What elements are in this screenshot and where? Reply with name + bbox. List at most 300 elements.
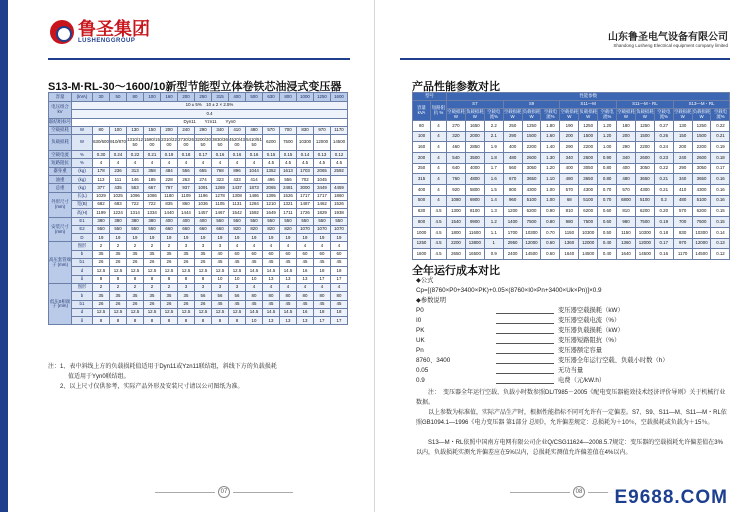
value-cell: 550 xyxy=(297,217,314,225)
param-row xyxy=(416,366,669,376)
compare-cell: 1.30 xyxy=(541,153,560,164)
compare-cell: 290 xyxy=(673,163,692,174)
value-cell: 1462 xyxy=(314,200,331,208)
sub-header: 空载电流% xyxy=(541,109,560,121)
value-cell: 146 xyxy=(127,176,144,184)
value-cell: 12.5 xyxy=(229,267,246,275)
right-header-rule xyxy=(400,58,730,60)
value-cell: 4 xyxy=(212,159,229,167)
cost-note: 注： 变压器全年运行空载、负载小时数参照DL/T985－2005《配电变压器能效技术经济评价导则》关于机械行业数据。 xyxy=(416,390,726,406)
param-row xyxy=(416,346,669,356)
value-cell: 1170 xyxy=(331,126,348,134)
value-cell: 1199 xyxy=(93,209,110,217)
value-cell: 80 xyxy=(93,126,110,134)
value-cell: 45 xyxy=(314,259,331,267)
value-cell: 556 xyxy=(280,176,297,184)
compare-cell: 0.14 xyxy=(711,227,730,238)
value-cell: 1592 xyxy=(246,209,263,217)
value-cell: 290 xyxy=(195,126,212,134)
compare-cell: 0.50 xyxy=(598,227,617,238)
value-cell: 1395 xyxy=(263,192,280,200)
value-cell: 40 xyxy=(212,250,229,258)
compare-cell: 1250 xyxy=(413,238,431,249)
value-cell: 45 xyxy=(212,300,229,308)
value-cell: 550 xyxy=(212,217,229,225)
value-cell: 4 xyxy=(314,242,331,250)
value-cell: 550 xyxy=(144,225,161,233)
impedance-header: 短路阻抗 % xyxy=(431,101,447,121)
value-cell: 820 xyxy=(280,225,297,233)
spec-row xyxy=(49,225,348,233)
compare-cell: 3050 xyxy=(635,163,654,174)
compare-cell: 7500 xyxy=(692,217,711,228)
comparison-table xyxy=(412,92,730,260)
value-cell: 2 xyxy=(93,283,110,291)
param-description: 变压器全年运行空载、负载小时数（h） xyxy=(558,357,669,364)
value-cell: 236 xyxy=(110,167,127,175)
row-unit: % xyxy=(72,159,93,167)
compare-cell: 8100 xyxy=(465,206,484,217)
value-cell: 60 xyxy=(263,250,280,258)
compare-cell: 0.13 xyxy=(711,238,730,249)
compare-cell: 4 xyxy=(431,153,447,164)
value-cell: 400 xyxy=(195,217,212,225)
compare-cell: 2200 xyxy=(579,142,598,153)
row-label: 油重 xyxy=(49,176,72,184)
value-cell: 722 xyxy=(127,200,144,208)
value-cell: 0.16 xyxy=(246,151,263,159)
spec-row xyxy=(49,167,348,175)
spec-row xyxy=(49,102,348,110)
value-cell: 2592 xyxy=(331,167,348,175)
compare-cell: 2200 xyxy=(447,238,466,249)
value-cell: 4 xyxy=(229,159,246,167)
value-cell: 45 xyxy=(297,300,314,308)
compare-cell: 4800 xyxy=(465,174,484,185)
value-cell: 19 xyxy=(178,234,195,242)
spec-row xyxy=(49,234,348,242)
value-cell: 550 xyxy=(229,217,246,225)
value-cell: 17 xyxy=(331,275,348,283)
note-line: 注：1、表中斜线上方的负载损耗值适用于Dyn11或Yzn11联结组，斜线下方的负载损耗 xyxy=(48,364,277,370)
value-cell: 797 xyxy=(161,184,178,192)
compare-row xyxy=(413,153,730,164)
row-unit: E2 xyxy=(72,225,93,233)
watermark: E9688.COM xyxy=(608,487,734,509)
value-cell: 0.16 xyxy=(212,151,229,159)
compare-cell: 0.90 xyxy=(541,206,560,217)
left-page-number xyxy=(155,486,293,498)
compare-cell: 1600 xyxy=(413,249,431,260)
value-cell: 380 xyxy=(144,217,161,225)
compare-cell: 7500 xyxy=(635,217,654,228)
compare-cell: 0.12 xyxy=(711,249,730,260)
row-unit: D xyxy=(72,234,93,242)
value-cell: 1526 xyxy=(280,192,297,200)
value-cell: 12.5 xyxy=(229,308,246,316)
capacity-cell: 500 xyxy=(246,93,263,102)
compare-cell: 1170 xyxy=(673,249,692,260)
compare-cell: 3050 xyxy=(522,163,541,174)
value-cell xyxy=(331,176,348,184)
value-cell: 26 xyxy=(110,259,127,267)
value-cell: 1096 xyxy=(127,192,144,200)
capacity-cell: 30 xyxy=(93,93,110,102)
value-cell: 435 xyxy=(110,184,127,192)
spec-row xyxy=(49,242,348,250)
row-unit: d xyxy=(72,267,93,275)
value-cell: 13 xyxy=(280,317,297,325)
value-cell: 12.5 xyxy=(161,267,178,275)
row-label: 空载损耗 xyxy=(49,126,72,134)
value-cell: 1196 xyxy=(195,192,212,200)
param-leader xyxy=(496,343,554,344)
capacity-header: 容量 kVA xyxy=(413,101,431,121)
value-cell: 19 xyxy=(161,234,178,242)
value-cell: 4.5 xyxy=(314,159,331,167)
value-cell: 19 xyxy=(297,234,314,242)
value-cell: 14.5 xyxy=(280,308,297,316)
value-cell: 2310/2200 xyxy=(161,135,178,151)
value-cell: 433 xyxy=(229,176,246,184)
compare-cell: 760 xyxy=(447,174,466,185)
value-cell: 35 xyxy=(144,250,161,258)
value-cell: 26 xyxy=(110,300,127,308)
compare-cell: 0.80 xyxy=(598,163,617,174)
param-leader xyxy=(496,333,554,334)
param-row xyxy=(416,316,669,326)
compare-cell: 5100 xyxy=(635,195,654,206)
row-label: 空载电流 xyxy=(49,151,72,159)
value-cell: 1210 xyxy=(263,200,280,208)
value-cell: 12.5 xyxy=(110,267,127,275)
compare-cell: 1.6 xyxy=(484,174,503,185)
value-cell: 18 xyxy=(314,267,331,275)
compare-cell: 2200 xyxy=(692,142,711,153)
company-en: Shandong Lusheng Electrical equipment company limited xyxy=(613,43,728,48)
value-cell: 26 xyxy=(127,300,144,308)
value-cell: 3 xyxy=(212,242,229,250)
compare-cell: 6200 xyxy=(579,206,598,217)
value-cell: 14.5 xyxy=(263,267,280,275)
compare-cell: 7500 xyxy=(522,217,541,228)
value-cell: 35 xyxy=(195,250,212,258)
compare-cell: 4 xyxy=(431,142,447,153)
value-cell: 1310/1250 xyxy=(127,135,144,151)
value-cell: 830 xyxy=(297,126,314,134)
compare-cell: 0.22 xyxy=(654,163,673,174)
compare-cell: 540 xyxy=(447,153,466,164)
value-cell: 0.22 xyxy=(127,151,144,159)
value-cell: 702 xyxy=(297,176,314,184)
compare-cell: 80 xyxy=(413,121,431,132)
model-group: S9 xyxy=(503,101,560,109)
value-cell: 3 xyxy=(212,283,229,291)
compare-cell: 5100 xyxy=(579,195,598,206)
page-number: 07 xyxy=(218,486,230,498)
value-cell: 13 xyxy=(263,275,280,283)
value-cell: 19 xyxy=(263,234,280,242)
spec-row xyxy=(49,176,348,184)
value-cell: 80 xyxy=(331,292,348,300)
value-cell: 4520/4300 xyxy=(229,135,246,151)
compare-cell: 3050 xyxy=(692,163,711,174)
value-cell: 550 xyxy=(314,217,331,225)
compare-cell: 5100 xyxy=(522,195,541,206)
params-header: 性能参数 xyxy=(447,93,730,101)
sub-header: 负载损耗W xyxy=(466,109,484,119)
value-cell: 4.5 xyxy=(280,159,297,167)
value-cell: 100 xyxy=(110,126,127,134)
value-cell: 35 xyxy=(127,292,144,300)
compare-cell: 2000 xyxy=(465,131,484,142)
value-cell: 8 xyxy=(178,275,195,283)
compare-cell: 0.60 xyxy=(541,249,560,260)
value-cell: 2 xyxy=(110,242,127,250)
value-cell: 60 xyxy=(297,250,314,258)
value-cell: 12.5 xyxy=(195,267,212,275)
value-cell: 358 xyxy=(144,167,161,175)
spec-row xyxy=(49,267,348,275)
compare-cell: 130 xyxy=(673,121,692,132)
value-cell: 45 xyxy=(229,259,246,267)
compare-cell: 1500 xyxy=(692,131,711,142)
value-cell: 2 xyxy=(161,242,178,250)
value-cell: 553 xyxy=(127,184,144,192)
compare-cell: 4300 xyxy=(635,185,654,196)
compare-cell: 12000 xyxy=(522,238,541,249)
value-cell: 4 xyxy=(93,159,110,167)
value-cell: 4 xyxy=(127,159,144,167)
value-cell: 820 xyxy=(229,225,246,233)
compare-cell: 4.5 xyxy=(431,206,447,217)
value-cell: 35 xyxy=(93,292,110,300)
compare-cell: 1640 xyxy=(560,249,579,260)
tolerance-note: 以上参数为标准值，实际产品生产时，根据性能指标不同可允许有一定偏差。S7、S9、S11—M、S11—M・RL依照GB1094.1—1996《电力变压器 第1部分 总则》，允许偏差规定：总损耗为＋10％，空载损耗或负载为＋15％。 xyxy=(416,410,727,426)
value-cell: 35 xyxy=(110,292,127,300)
compare-cell: 4.5 xyxy=(431,227,447,238)
param-symbol: UK xyxy=(416,337,425,344)
value-cell: 19 xyxy=(331,234,348,242)
value-cell: 937 xyxy=(178,184,195,192)
param-leader xyxy=(496,313,554,314)
csg-note: S13—M・RL依照中国南方电网有限公司企业Q/CSG11624—2008.5.7规定：变压器的空载损耗允许偏差值在3%以内，负载损耗实测允许偏差应在5%以内，总损耗实测值允许偏差值在4%以内。 xyxy=(416,440,723,456)
value-cell: 1308 xyxy=(229,192,246,200)
value-cell: 410 xyxy=(229,126,246,134)
sub-header: 空载损耗W xyxy=(560,109,579,119)
row-unit: (kg) xyxy=(72,176,93,184)
compare-cell: 0.26 xyxy=(654,131,673,142)
compare-cell: 6800 xyxy=(617,195,636,206)
value-cell: 26 xyxy=(144,300,161,308)
value-cell: 860 xyxy=(178,200,195,208)
value-cell: 12.5 xyxy=(144,267,161,275)
capacity-cell: 250 xyxy=(195,93,212,102)
compare-cell: 250 xyxy=(503,121,522,132)
param-leader xyxy=(496,323,554,324)
spec-row xyxy=(49,308,348,316)
row-unit: 长(L) xyxy=(72,192,93,200)
value-cell: 80 xyxy=(246,292,263,300)
value-cell: 768 xyxy=(212,167,229,175)
value-cell: 8 xyxy=(110,317,127,325)
sub-header: 负载损耗W xyxy=(579,109,597,119)
spec-row xyxy=(49,200,348,208)
compare-cell: 570 xyxy=(673,206,692,217)
value-cell: 0.15 xyxy=(280,151,297,159)
compare-cell: 0.19 xyxy=(654,217,673,228)
capacity-cell: 800 xyxy=(280,93,297,102)
param-leader xyxy=(496,353,554,354)
value-cell: 150 xyxy=(144,126,161,134)
compare-cell: 0.70 xyxy=(541,227,560,238)
formula-label: ◆公式 xyxy=(416,277,434,284)
value-cell: 4 xyxy=(195,159,212,167)
page-fold xyxy=(374,0,375,512)
value-cell: 700 xyxy=(280,126,297,134)
param-symbol: P0 xyxy=(416,307,424,314)
row-unit: 宽(B) xyxy=(72,200,93,208)
compare-cell: 2950 xyxy=(503,238,522,249)
row-label: 电压组合 kV xyxy=(49,102,72,119)
company-name xyxy=(608,28,728,48)
spec-row xyxy=(49,159,348,167)
value-cell: 45 xyxy=(331,259,348,267)
row-unit: δ xyxy=(72,275,93,283)
value-cell: 1873 xyxy=(246,184,263,192)
row-label: 外形尺寸 (mm) xyxy=(49,192,72,217)
value-cell: 16 xyxy=(297,267,314,275)
value-cell: 18 xyxy=(331,267,348,275)
value-cell: 0.18 xyxy=(178,151,195,159)
compare-cell: 0.20 xyxy=(654,206,673,217)
compare-cell: 14500 xyxy=(692,249,711,260)
compare-cell: 6200 xyxy=(692,206,711,217)
compare-cell: 1.7 xyxy=(484,163,503,174)
compare-cell: 3650 xyxy=(579,174,598,185)
value-cell: 45 xyxy=(297,259,314,267)
compare-cell: 12000 xyxy=(692,238,711,249)
value-cell: 7500 xyxy=(280,135,297,151)
company-cn: 山东鲁圣电气设备有限公司 xyxy=(608,32,728,43)
value-cell: 1440 xyxy=(161,209,178,217)
value-cell: 19 xyxy=(314,234,331,242)
compare-cell: 1250 xyxy=(692,121,711,132)
logo-en: LUSHENGGROUP xyxy=(78,38,136,44)
row-label: 器身重 xyxy=(49,167,72,175)
value-cell: 1487 xyxy=(297,200,314,208)
compare-row xyxy=(413,121,730,132)
spec-row xyxy=(49,292,348,300)
value-cell: 970 xyxy=(314,126,331,134)
value-cell: 1105 xyxy=(212,200,229,208)
compare-cell: 980 xyxy=(560,217,579,228)
value-cell: 1044 xyxy=(246,167,263,175)
compare-cell: 4 xyxy=(431,163,447,174)
value-cell: 0.13 xyxy=(314,151,331,159)
compare-cell: 0.15 xyxy=(711,217,730,228)
spec-row xyxy=(49,184,348,192)
value-cell: 377 xyxy=(93,184,110,192)
value-cell: 1036 xyxy=(195,200,212,208)
sub-header: 空载电流% xyxy=(484,109,503,121)
spec-row xyxy=(49,126,348,134)
compare-cell: 11600 xyxy=(465,227,484,238)
spec-row xyxy=(49,209,348,217)
capacity-cell: 100 xyxy=(144,93,161,102)
value-cell: 8 xyxy=(144,317,161,325)
compare-cell: 3500 xyxy=(465,153,484,164)
right-section-title: 产品性能参数对比 xyxy=(412,81,500,93)
spec-row xyxy=(49,275,348,283)
value-cell: 8 xyxy=(195,317,212,325)
value-cell: 1526 xyxy=(331,200,348,208)
value-cell: 1029 xyxy=(93,192,110,200)
compare-cell: 0.70 xyxy=(598,195,617,206)
compare-cell: 2.2 xyxy=(484,121,503,132)
value-cell: 19 xyxy=(212,234,229,242)
compare-cell: 2200 xyxy=(635,142,654,153)
compare-cell: 1800 xyxy=(447,227,466,238)
value-cell: 2481 xyxy=(280,184,297,192)
value-cell: 1109 xyxy=(178,192,195,200)
param-leader xyxy=(496,373,554,374)
value-cell: 35 xyxy=(127,250,144,258)
merged-cell: 10 ± 5% 10 ± 2 × 2.5% xyxy=(72,102,348,110)
compare-row xyxy=(413,217,730,228)
value-cell: 8 xyxy=(195,275,212,283)
value-cell: 8 xyxy=(127,317,144,325)
value-cell: 4 xyxy=(263,242,280,250)
value-cell: 0.14 xyxy=(297,151,314,159)
value-cell: 35 xyxy=(161,292,178,300)
value-cell: 550 xyxy=(246,217,263,225)
value-cell: 240 xyxy=(178,126,195,134)
value-cell: 1613 xyxy=(280,167,297,175)
compare-cell: 970 xyxy=(673,238,692,249)
value-cell: 660 xyxy=(178,225,195,233)
model-header: 型号 xyxy=(413,93,447,101)
compare-cell: 4 xyxy=(431,121,447,132)
compare-cell: 960 xyxy=(503,195,522,206)
value-cell: 4 xyxy=(229,242,246,250)
compare-cell: 10300 xyxy=(635,227,654,238)
compare-cell: 1000 xyxy=(413,227,431,238)
compare-cell: 0.19 xyxy=(711,142,730,153)
value-cell: 8 xyxy=(144,275,161,283)
value-cell: 4 xyxy=(263,283,280,291)
compare-cell: 400 xyxy=(503,142,522,153)
value-cell: 4 xyxy=(144,159,161,167)
sub-header: 空载损耗W xyxy=(503,109,522,119)
value-cell: 26 xyxy=(195,300,212,308)
compare-cell: 1.00 xyxy=(541,185,560,196)
compare-cell: 2600 xyxy=(522,153,541,164)
value-cell: 12.5 xyxy=(93,308,110,316)
value-cell: 35 xyxy=(93,250,110,258)
value-cell: 0.30 xyxy=(93,151,110,159)
capacity-unit: (kVA) xyxy=(72,93,93,102)
value-cell: 556 xyxy=(178,167,195,175)
value-cell: 60 xyxy=(229,250,246,258)
compare-cell: 0.90 xyxy=(598,153,617,164)
value-cell: 660 xyxy=(212,225,229,233)
compare-cell: 4 xyxy=(431,131,447,142)
compare-cell: 315 xyxy=(413,174,431,185)
row-unit: (kg) xyxy=(72,167,93,175)
compare-cell: 0.16 xyxy=(711,174,730,185)
value-cell: 1278 xyxy=(212,192,229,200)
